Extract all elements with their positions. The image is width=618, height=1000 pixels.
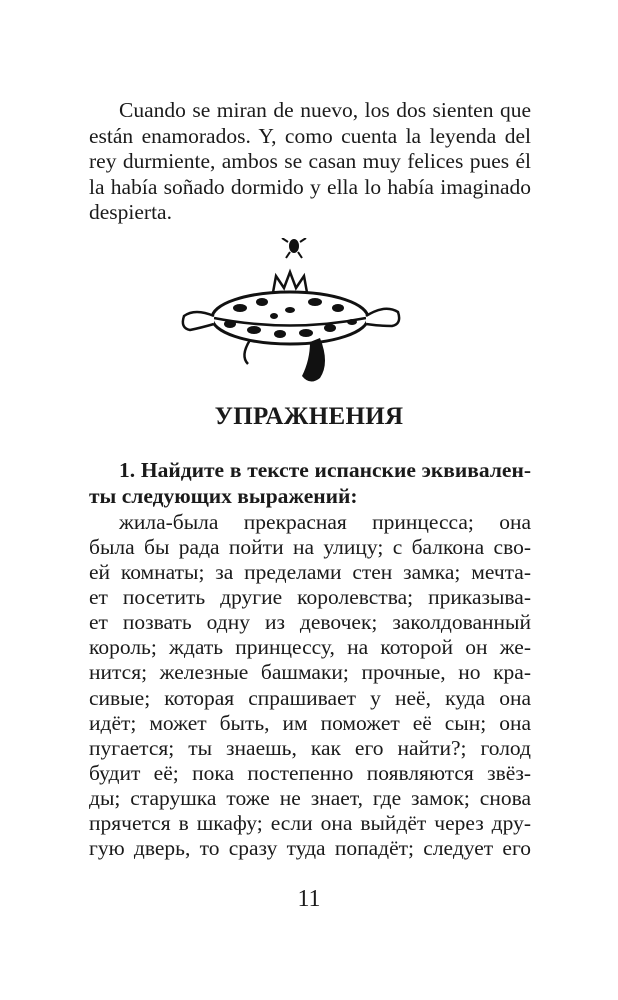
exercise-title-line: 1. Найдите в тексте испанские эквивален-	[119, 458, 531, 482]
fly-icon	[282, 238, 306, 258]
text-line: король; ждать принцессу, на которой он же-	[89, 635, 531, 659]
text-line: будит её; пока постепенно появляются звёз-	[89, 761, 531, 785]
exercise-title-line: ты следующих выражений:	[89, 484, 358, 508]
turtle-king-illustration	[170, 238, 410, 388]
text-line: ей комнаты; за пределами стен замка; мечта-	[89, 560, 531, 584]
text-line: идёт; может быть, им поможет её сын; она	[89, 711, 531, 735]
page-number: 11	[297, 886, 321, 912]
text-line: прячется в шкафу; если она выйдёт через дру-	[89, 811, 531, 835]
text-line: ды; старушка тоже не знает, где замок; снова	[89, 786, 531, 810]
text-line: ет посетить другие королевства; приказыва-	[89, 585, 531, 609]
text-line: ет позвать одну из девочек; заколдованный	[89, 610, 531, 634]
text-line: Cuando se miran de nuevo, los dos sienten que	[119, 98, 531, 122]
text-line: нится; железные башмаки; прочные, но кра-	[89, 660, 531, 684]
text-line: la había soñado dormido y ella lo había imaginado	[89, 175, 531, 199]
section-heading: УПРАЖНЕНИЯ	[214, 403, 404, 430]
text-line: сивые; которая спрашивает у неё, куда она	[89, 686, 531, 710]
text-line: despierta.	[89, 200, 172, 224]
text-line: пугается; ты знаешь, как его найти?; голод	[89, 736, 531, 760]
text-line: была бы рада пойти на улицу; с балкона сво-	[89, 535, 531, 559]
text-line: están enamorados. Y, como cuenta la leyenda del	[89, 124, 531, 148]
text-line: жила-была прекрасная принцесса; она	[119, 510, 531, 534]
text-line: гую дверь, то сразу туда попадёт; следует его	[89, 836, 531, 860]
text-line: rey durmiente, ambos se casan muy felices pues él	[89, 149, 531, 173]
